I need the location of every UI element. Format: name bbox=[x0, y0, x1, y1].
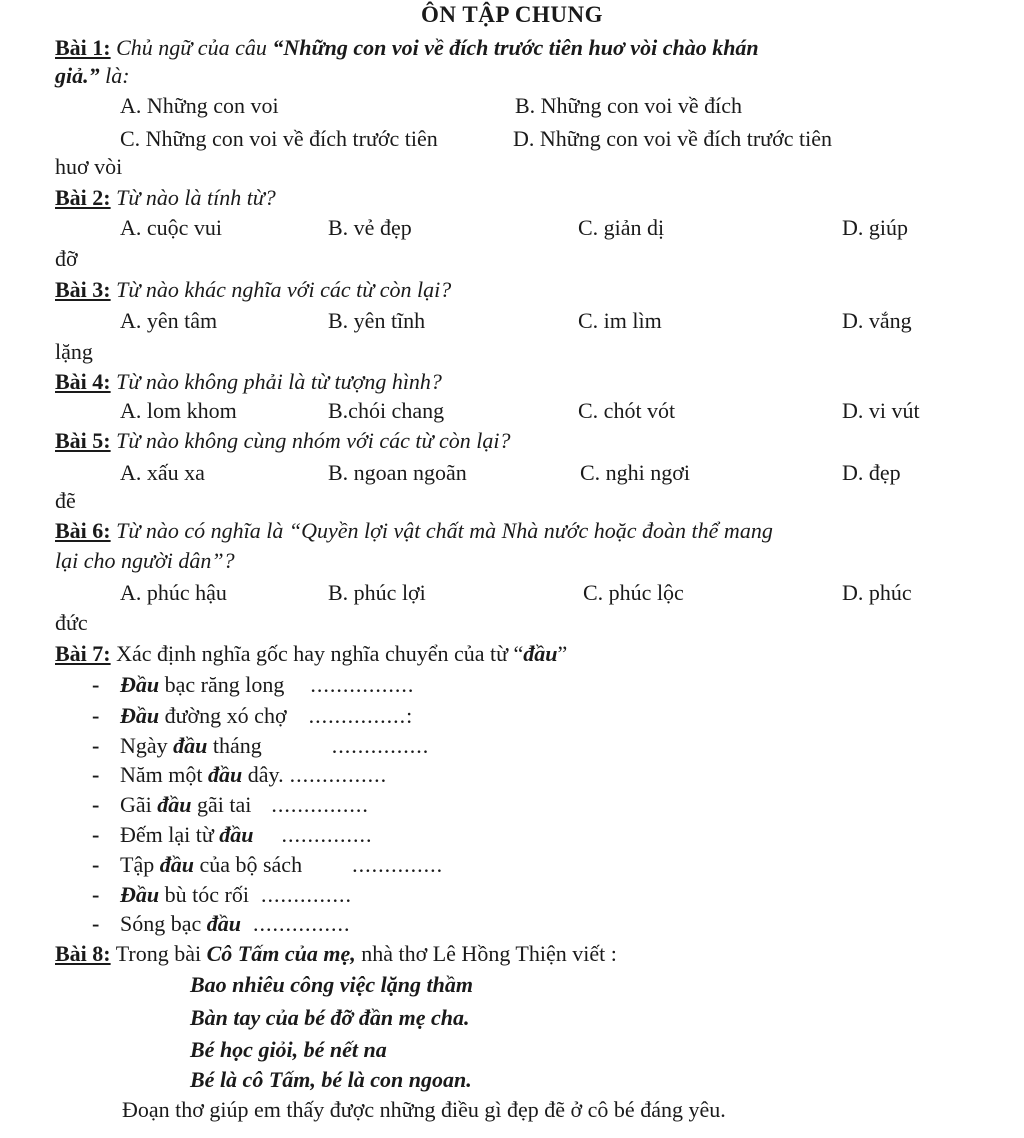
question-8-label: Bài 8: bbox=[55, 941, 111, 966]
question-1 bbox=[55, 35, 759, 61]
poem-line: Bao nhiêu công việc lặng thầm bbox=[190, 972, 473, 997]
question-7-word: đầu bbox=[523, 641, 558, 666]
q7-item: - Đầu đường xó chợ ...............: bbox=[92, 703, 414, 728]
q6-option-d-wrap: đức bbox=[55, 610, 88, 635]
question-7-text-end: ” bbox=[557, 641, 568, 666]
question-6-label: Bài 6: bbox=[55, 518, 111, 543]
poem-line: Bé là cô Tấm, bé là con ngoan. bbox=[190, 1067, 472, 1092]
q2-option-c: C. giản dị bbox=[578, 215, 665, 240]
question-8-text: Trong bài bbox=[110, 941, 207, 966]
q7-item: - Đầu bạc răng long ................ bbox=[92, 672, 415, 697]
q1-option-b: B. Những con voi về đích bbox=[515, 93, 743, 118]
poem-line: Bàn tay của bé đỡ đần mẹ cha. bbox=[190, 1005, 470, 1030]
q2-option-d: D. giúp bbox=[842, 215, 908, 240]
question-5 bbox=[55, 428, 511, 454]
question-7 bbox=[55, 641, 567, 667]
q1-option-d: D. Những con voi về đích trước tiên bbox=[513, 126, 832, 151]
question-1-line2 bbox=[55, 63, 130, 89]
question-6-text: Từ nào có nghĩa là “Quyền lợi vật chất mà Nhà nước hoặc đoàn thể mang bbox=[110, 518, 773, 543]
question-1-text: Chủ ngữ của câu bbox=[110, 35, 273, 60]
q6-option-a: A. phúc hậu bbox=[120, 580, 227, 605]
q6-option-c: C. phúc lộc bbox=[583, 580, 684, 605]
q2-option-a: A. cuộc vui bbox=[120, 215, 223, 240]
question-2 bbox=[55, 185, 276, 211]
question-8-poem-title: Cô Tấm của mẹ, bbox=[206, 941, 356, 966]
q5-option-a: A. xấu xa bbox=[120, 460, 205, 485]
q6-option-d: D. phúc bbox=[842, 580, 912, 605]
q5-option-d: D. đẹp bbox=[842, 460, 901, 485]
page-title: ÔN TẬP CHUNG bbox=[421, 2, 603, 27]
q3-option-b: B. yên tĩnh bbox=[328, 308, 426, 333]
question-5-text: Từ nào không cùng nhóm với các từ còn lại? bbox=[110, 428, 511, 453]
q3-option-c: C. im lìm bbox=[578, 308, 662, 333]
question-3-label: Bài 3: bbox=[55, 277, 111, 302]
q1-option-a: A. Những con voi bbox=[120, 93, 279, 118]
q5-option-b: B. ngoan ngoãn bbox=[328, 460, 467, 485]
q7-item: - Năm một đầu dây. ............... bbox=[92, 762, 388, 787]
question-4-text: Từ nào không phải là từ tượng hình? bbox=[110, 369, 442, 394]
question-8-ask: Đoạn thơ giúp em thấy được những điều gì đẹp đẽ ở cô bé đáng yêu. bbox=[122, 1097, 726, 1122]
question-1-text-end: là: bbox=[99, 63, 130, 88]
question-1-quote: “Những con voi về đích trước tiên huơ vòi chào khán bbox=[272, 35, 759, 60]
question-6-line2 bbox=[55, 548, 235, 574]
q7-item: - Ngày đầu tháng ............... bbox=[92, 733, 430, 758]
question-3 bbox=[55, 277, 451, 303]
q1-option-c: C. Những con voi về đích trước tiên bbox=[120, 126, 438, 151]
question-1-label: Bài 1: bbox=[55, 35, 111, 60]
question-7-text: Xác định nghĩa gốc hay nghĩa chuyển của từ “ bbox=[110, 641, 524, 666]
q4-option-a: A. lom khom bbox=[120, 398, 237, 423]
q2-option-d-wrap: đỡ bbox=[55, 246, 78, 271]
q7-item: - Sóng bạc đầu ............... bbox=[92, 911, 351, 936]
q7-item: - Tập đầu của bộ sách .............. bbox=[92, 852, 444, 877]
q5-option-c: C. nghi ngơi bbox=[580, 460, 691, 485]
question-6 bbox=[55, 518, 773, 544]
q7-item: - Đếm lại từ đầu .............. bbox=[92, 822, 373, 847]
question-3-text: Từ nào khác nghĩa với các từ còn lại? bbox=[110, 277, 452, 302]
question-6-text2: lại cho người dân”? bbox=[55, 548, 235, 573]
question-2-text: Từ nào là tính từ? bbox=[110, 185, 276, 210]
q7-item: - Gãi đầu gãi tai ............... bbox=[92, 792, 369, 817]
question-4 bbox=[55, 369, 442, 395]
question-8-text-end: nhà thơ Lê Hồng Thiện viết : bbox=[355, 941, 617, 966]
question-4-label: Bài 4: bbox=[55, 369, 111, 394]
q5-option-d-wrap: đẽ bbox=[55, 488, 76, 513]
q4-option-d: D. vi vút bbox=[842, 398, 920, 423]
q4-option-c: C. chót vót bbox=[578, 398, 676, 423]
q3-option-d: D. vắng bbox=[842, 308, 912, 333]
q3-option-a: A. yên tâm bbox=[120, 308, 218, 333]
question-8 bbox=[55, 941, 617, 967]
question-7-label: Bài 7: bbox=[55, 641, 111, 666]
question-2-label: Bài 2: bbox=[55, 185, 111, 210]
q1-option-d-wrap: huơ vòi bbox=[55, 154, 123, 179]
poem-line: Bé học giỏi, bé nết na bbox=[190, 1037, 387, 1062]
q3-option-d-wrap: lặng bbox=[55, 339, 93, 364]
question-1-quote-end: giả.” bbox=[55, 63, 100, 88]
q4-option-b: B.chói chang bbox=[328, 398, 445, 423]
q7-item: - Đầu bù tóc rối .............. bbox=[92, 882, 352, 907]
question-5-label: Bài 5: bbox=[55, 428, 111, 453]
q2-option-b: B. vẻ đẹp bbox=[328, 215, 412, 240]
q6-option-b: B. phúc lợi bbox=[328, 580, 426, 605]
